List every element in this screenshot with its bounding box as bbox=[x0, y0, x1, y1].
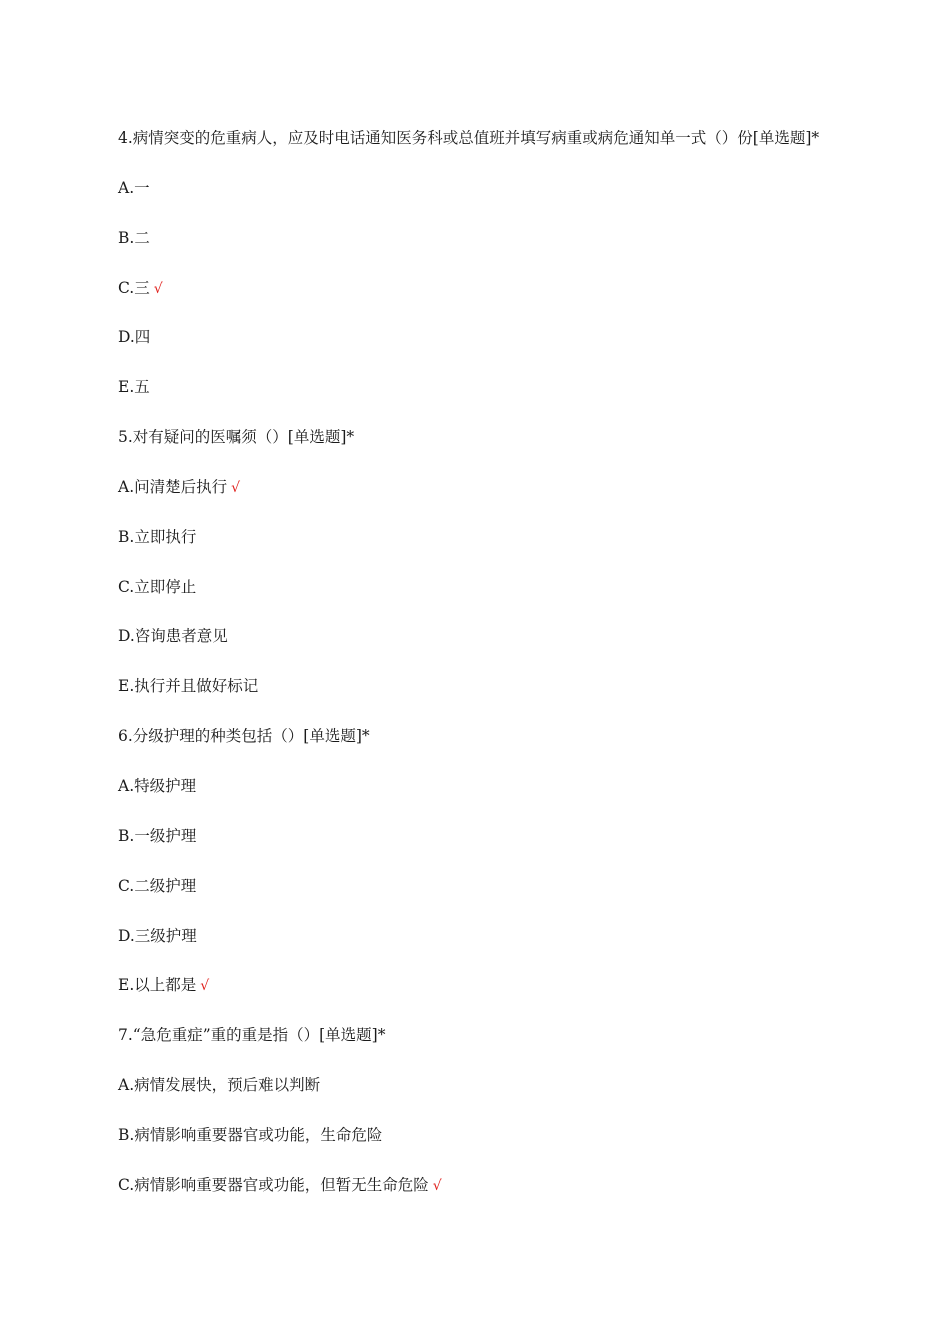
question-text: 7.“急危重症”重的重是指（）[单选题]* bbox=[118, 1026, 386, 1045]
question-7-option-a bbox=[118, 1072, 898, 1122]
question-4-option-e bbox=[118, 374, 898, 424]
option-text: A.问清楚后执行 bbox=[118, 477, 228, 496]
option-text: C.病情影响重要器官或功能，但暂无生命危险 bbox=[118, 1175, 429, 1194]
option-text: E.以上都是 bbox=[118, 976, 197, 995]
option-text: A.病情发展快，预后难以判断 bbox=[118, 1076, 321, 1095]
correct-mark-icon: √ bbox=[153, 280, 163, 297]
option-text: A.一 bbox=[118, 178, 150, 197]
question-7-stem bbox=[118, 1022, 898, 1072]
option-text: C.三 bbox=[118, 278, 150, 297]
question-5-option-a bbox=[118, 474, 898, 524]
question-6-option-c bbox=[118, 873, 898, 923]
question-text: 6.分级护理的种类包括（）[单选题]* bbox=[118, 727, 370, 746]
option-text: D.咨询患者意见 bbox=[118, 627, 228, 646]
option-text: C.立即停止 bbox=[118, 577, 197, 596]
option-text: B.立即执行 bbox=[118, 527, 197, 546]
correct-mark-icon: √ bbox=[231, 479, 241, 496]
question-4-option-c bbox=[118, 275, 898, 325]
question-4-option-a bbox=[118, 175, 898, 225]
option-text: A.特级护理 bbox=[118, 776, 197, 795]
option-text: D.四 bbox=[118, 328, 151, 347]
question-5-option-c bbox=[118, 574, 898, 624]
option-text: E.执行并且做好标记 bbox=[118, 677, 259, 696]
question-5-option-b bbox=[118, 524, 898, 574]
question-5-option-d bbox=[118, 623, 898, 673]
option-text: B.病情影响重要器官或功能，生命危险 bbox=[118, 1125, 383, 1144]
question-4-stem bbox=[118, 125, 898, 175]
question-text: 4.病情突变的危重病人，应及时电话通知医务科或总值班并填写病重或病危通知单一式（）份[单选题]* bbox=[118, 129, 820, 147]
question-6-option-b bbox=[118, 823, 898, 873]
question-6-option-d bbox=[118, 923, 898, 973]
question-7-option-c bbox=[118, 1172, 898, 1222]
option-text: C.二级护理 bbox=[118, 876, 197, 895]
document-page bbox=[118, 125, 898, 1222]
question-6-option-a bbox=[118, 773, 898, 823]
question-4-option-d bbox=[118, 324, 898, 374]
option-text: B.二 bbox=[118, 228, 150, 247]
question-5-option-e bbox=[118, 673, 898, 723]
correct-mark-icon: √ bbox=[200, 978, 210, 995]
question-6-option-e bbox=[118, 972, 898, 1022]
correct-mark-icon: √ bbox=[432, 1177, 442, 1194]
option-text: E.五 bbox=[118, 378, 150, 397]
option-text: B.一级护理 bbox=[118, 826, 197, 845]
question-7-option-b bbox=[118, 1122, 898, 1172]
question-text: 5.对有疑问的医嘱须（）[单选题]* bbox=[118, 428, 355, 447]
question-6-stem bbox=[118, 723, 898, 773]
option-text: D.三级护理 bbox=[118, 926, 197, 945]
question-5-stem bbox=[118, 424, 898, 474]
question-4-option-b bbox=[118, 225, 898, 275]
